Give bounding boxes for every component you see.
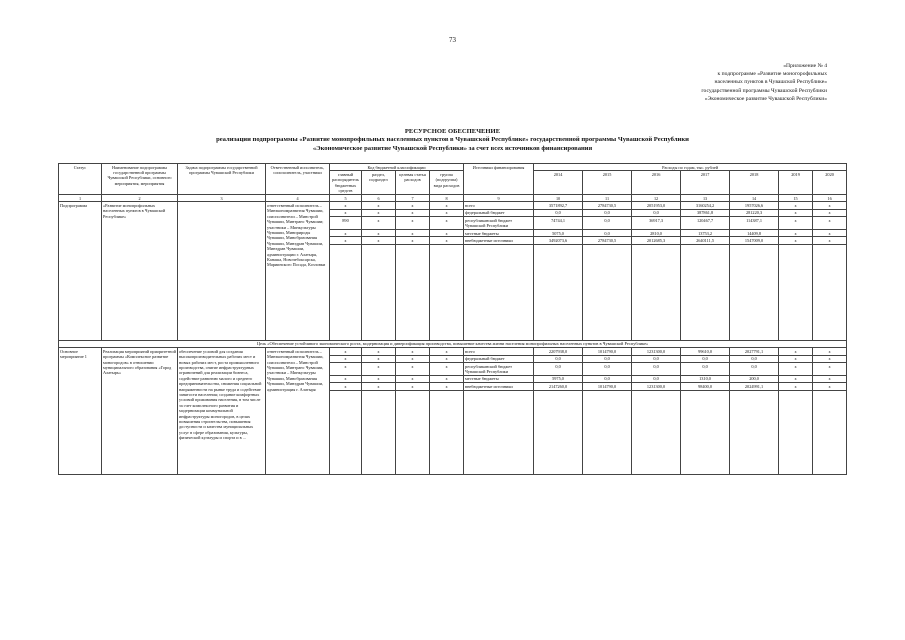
value-cell: 99610,0 — [681, 348, 730, 355]
column-number: 6 — [362, 195, 396, 202]
appendix-line: «Экономическое развитие Чувашской Республики» — [704, 95, 827, 102]
value-cell: 2012685,3 — [632, 237, 681, 244]
grbs-cell: x — [330, 348, 362, 355]
executor-cell: ответственный исполнитель – Минэкономразвития Чувашии, соисполнители – Минстрой Чувашии, Минтранс Чувашии; участники – Минкультуры Чувашии, Минприроды Чувашии, Минобразования Чувашии, Минздрав Чувашии, Минздрав Чувашии, администрации г. Алатыря, Канаша, Новочебоксарска, Мариинского Посада, Козловки — [266, 202, 330, 340]
section-cell: x — [362, 355, 396, 362]
section-cell: x — [362, 237, 396, 244]
target-cell: x — [396, 375, 430, 382]
value-cell: 0,0 — [632, 355, 681, 362]
header-year: 2019 — [779, 171, 813, 195]
value-cell: 5075,0 — [534, 230, 583, 237]
group-cell: x — [430, 237, 464, 244]
value-cell: 0,0 — [534, 355, 583, 362]
value-cell: 1014790,0 — [583, 383, 632, 390]
group-cell: x — [430, 209, 464, 216]
header-source: Источники финансирования — [464, 164, 534, 195]
grbs-cell: x — [330, 383, 362, 390]
value-cell: x — [813, 363, 847, 376]
value-cell: 0,0 — [681, 355, 730, 362]
appendix-line: к подпрограмме «Развитие моногорофильных — [717, 71, 827, 78]
section-cell: x — [362, 383, 396, 390]
column-number: 14 — [730, 195, 779, 202]
value-cell: x — [813, 355, 847, 362]
grbs-cell: x — [330, 355, 362, 362]
value-cell: x — [813, 217, 847, 230]
grbs-cell: x — [330, 209, 362, 216]
source-cell: республиканский бюджет Чувашской Республики — [464, 217, 534, 230]
value-cell: 13753,2 — [681, 230, 730, 237]
header-year: 2017 — [681, 171, 730, 195]
value-cell: 5975,0 — [534, 375, 583, 382]
source-cell: внебюджетные источники — [464, 237, 534, 244]
page-number: 73 — [449, 36, 456, 44]
appendix-header — [701, 62, 827, 103]
source-cell: всего — [464, 348, 534, 355]
task-cell — [178, 202, 266, 340]
value-cell: 0,0 — [632, 375, 681, 382]
target-cell: x — [396, 355, 430, 362]
goal-row — [59, 340, 847, 347]
header-year: 2018 — [730, 171, 779, 195]
table-row — [59, 348, 847, 355]
executor-cell: ответственный исполнитель – Минэкономразвития Чувашии, соисполнители – Минстрой Чувашии, Минтранс Чувашии, участники – Минкультуры Чувашии, Минобразования Чувашии, Минздрав Чувашии, администрация г. Алатыря — [266, 348, 330, 474]
section-cell: x — [362, 375, 396, 382]
value-cell: 2784730,5 — [583, 202, 632, 209]
source-cell: федеральный бюджет — [464, 209, 534, 216]
column-number: 15 — [779, 195, 813, 202]
value-cell: 0,0 — [632, 363, 681, 376]
column-number: 8 — [430, 195, 464, 202]
section-cell: x — [362, 230, 396, 237]
value-cell: 2147260,0 — [534, 383, 583, 390]
column-number: 2 — [102, 195, 178, 202]
value-cell: 0,0 — [583, 230, 632, 237]
section-cell: x — [362, 363, 396, 376]
group-cell: x — [430, 202, 464, 209]
value-cell: 0,0 — [681, 363, 730, 376]
name-cell: «Развитие монопрофильных населенных пунктов в Чувашской Республике» — [102, 202, 178, 340]
value-cell: 281220,3 — [730, 209, 779, 216]
name-cell: Реализация мероприятий приоритетной программы «Комплексное развитие моногородов» в отношении муниципального образования «Город Алатырь» — [102, 348, 178, 474]
header-group: группа (подгруппа) вида расходов — [430, 171, 464, 195]
header-year: 2016 — [632, 171, 681, 195]
column-number: 4 — [266, 195, 330, 202]
group-cell: x — [430, 355, 464, 362]
grbs-cell: 890 — [330, 217, 362, 230]
target-cell: x — [396, 363, 430, 376]
value-cell: 3492073,6 — [534, 237, 583, 244]
column-number: 12 — [632, 195, 681, 202]
value-cell: x — [779, 383, 813, 390]
group-cell: x — [430, 363, 464, 376]
header-year: 2015 — [583, 171, 632, 195]
header-target: целевая статья расходов — [396, 171, 430, 195]
value-cell: 0,0 — [730, 363, 779, 376]
value-cell: 14409,8 — [730, 230, 779, 237]
source-cell: всего — [464, 202, 534, 209]
value-cell: 0,0 — [583, 375, 632, 382]
value-cell: x — [779, 237, 813, 244]
source-cell: местные бюджеты — [464, 375, 534, 382]
value-cell: x — [779, 363, 813, 376]
value-cell: 0,0 — [534, 363, 583, 376]
group-cell: x — [430, 217, 464, 230]
header-name: Наименование подпрограммы государственной программы Чувашской Республики, основного мероприятия, мероприятия — [102, 164, 178, 195]
header-executor: Ответственный исполнитель, соисполнитель, участники — [266, 164, 330, 195]
header-budget-code: Код бюджетной классификации — [330, 164, 464, 171]
value-cell: 1957026,6 — [730, 202, 779, 209]
target-cell: x — [396, 237, 430, 244]
task-cell: обеспечение условий для создания высокопроизводительных рабочих мест и новых рабочих мест, роста промышленного производства, снятие инфраструктурных ограничений для реализации бизнеса, содействие развитию малого и среднего предпринимательства, снижения социальной напряженности на рынке труда и содействие занятости населения; создание комфортных условий проживания населения, в том числе за счет комплексного развития и модернизации коммунальной инфраструктуры моногородов, в целях повышения строительства, повышения доступности и качества муниципальных услуг в сфере образования, культуры, физической культуры и спорта и в ... — [178, 348, 266, 474]
value-cell: 2051953,0 — [632, 202, 681, 209]
title-line: РЕСУРСНОЕ ОБЕСПЕЧЕНИЕ — [404, 128, 501, 135]
section-cell: x — [362, 348, 396, 355]
status-cell: Подпрограмма — [59, 202, 102, 340]
header-grbs: главный распорядитель бюджетных средств — [330, 171, 362, 195]
column-number: 5 — [330, 195, 362, 202]
value-cell: 0,0 — [534, 209, 583, 216]
section-cell: x — [362, 202, 396, 209]
header-task: Задача подпрограммы государственной программы Чувашской Республики — [178, 164, 266, 195]
source-cell: местные бюджеты — [464, 230, 534, 237]
value-cell: 0,0 — [730, 355, 779, 362]
target-cell: x — [396, 230, 430, 237]
column-number: 3 — [178, 195, 266, 202]
value-cell: 0,0 — [583, 355, 632, 362]
value-cell: x — [813, 237, 847, 244]
value-cell: 74744,1 — [534, 217, 583, 230]
table-row — [59, 202, 847, 209]
value-cell: 2024991,1 — [730, 383, 779, 390]
value-cell: x — [813, 383, 847, 390]
value-cell: 3160254,2 — [681, 202, 730, 209]
group-cell: x — [430, 348, 464, 355]
goal-text: Цель «Обеспечение устойчивого экономического роста, модернизация и диверсификация производства, повышение качества жизни населения монопрофильных населенных пунктов в Чувашской Республике» — [59, 340, 847, 347]
value-cell: x — [813, 230, 847, 237]
appendix-line: населенных пунктов в Чувашской Республике» — [714, 79, 827, 86]
value-cell: x — [779, 209, 813, 216]
value-cell: x — [813, 209, 847, 216]
target-cell: x — [396, 202, 430, 209]
header-status: Статус — [59, 164, 102, 195]
value-cell: x — [813, 375, 847, 382]
value-cell: 0,0 — [583, 217, 632, 230]
header-section: раздел, подраздел — [362, 171, 396, 195]
value-cell: x — [779, 355, 813, 362]
header-row — [59, 164, 847, 171]
grbs-cell: x — [330, 230, 362, 237]
column-number: 16 — [813, 195, 847, 202]
title-line: «Экономическое развитие Чувашской Республики» за счет всех источников финансирования — [312, 144, 593, 152]
title-line: реализации подпрограммы «Развитие монопрофильных населенных пунктов в Чувашской Республике» государственной программы Чувашской Республики — [216, 136, 689, 144]
value-cell: 0,0 — [632, 209, 681, 216]
resource-table — [58, 163, 847, 475]
value-cell: 200,0 — [730, 375, 779, 382]
value-cell: 1310,0 — [681, 375, 730, 382]
value-cell: 98400,0 — [681, 383, 730, 390]
value-cell: 120467,7 — [681, 217, 730, 230]
value-cell: 0,0 — [583, 363, 632, 376]
column-number: 1 — [59, 195, 102, 202]
value-cell: 1014790,0 — [583, 348, 632, 355]
status-cell: Основное мероприятие 1 — [59, 348, 102, 474]
column-number-row — [59, 195, 847, 202]
value-cell: 36917,3 — [632, 217, 681, 230]
group-cell: x — [430, 383, 464, 390]
value-cell: 2784730,5 — [583, 237, 632, 244]
value-cell: x — [779, 217, 813, 230]
target-cell: x — [396, 348, 430, 355]
column-number: 9 — [464, 195, 534, 202]
value-cell: 2640111,5 — [681, 237, 730, 244]
section-cell: x — [362, 209, 396, 216]
source-cell: федеральный бюджет — [464, 355, 534, 362]
document-title — [0, 128, 905, 153]
source-cell: внебюджетные источники — [464, 383, 534, 390]
value-cell: 2810,0 — [632, 230, 681, 237]
target-cell: x — [396, 383, 430, 390]
grbs-cell: x — [330, 375, 362, 382]
appendix-line: «Приложение № 4 — [783, 63, 827, 69]
header-year: 2014 — [534, 171, 583, 195]
value-cell: x — [779, 202, 813, 209]
value-cell: x — [813, 202, 847, 209]
value-cell: x — [813, 348, 847, 355]
source-cell: республиканский бюджет Чувашской Республики — [464, 363, 534, 376]
value-cell: 3571892,7 — [534, 202, 583, 209]
column-number: 7 — [396, 195, 430, 202]
value-cell: 1231300,0 — [632, 383, 681, 390]
section-cell: x — [362, 217, 396, 230]
value-cell: x — [779, 348, 813, 355]
value-cell: 387861,8 — [681, 209, 730, 216]
group-cell: x — [430, 375, 464, 382]
column-number: 11 — [583, 195, 632, 202]
appendix-line: государственной программы Чувашской Республики — [701, 87, 827, 94]
header-year: 2020 — [813, 171, 847, 195]
grbs-cell: x — [330, 202, 362, 209]
target-cell: x — [396, 217, 430, 230]
value-cell: 2027791,1 — [730, 348, 779, 355]
target-cell: x — [396, 209, 430, 216]
grbs-cell: x — [330, 237, 362, 244]
column-number: 13 — [681, 195, 730, 202]
value-cell: 114387,1 — [730, 217, 779, 230]
value-cell: x — [779, 230, 813, 237]
group-cell: x — [430, 230, 464, 237]
value-cell: 1231300,0 — [632, 348, 681, 355]
value-cell: 2207938,0 — [534, 348, 583, 355]
value-cell: 1547009,0 — [730, 237, 779, 244]
value-cell: 0,0 — [583, 209, 632, 216]
value-cell: x — [779, 375, 813, 382]
header-expenses: Расходы по годам, тыс. рублей — [534, 164, 847, 171]
grbs-cell: x — [330, 363, 362, 376]
column-number: 10 — [534, 195, 583, 202]
